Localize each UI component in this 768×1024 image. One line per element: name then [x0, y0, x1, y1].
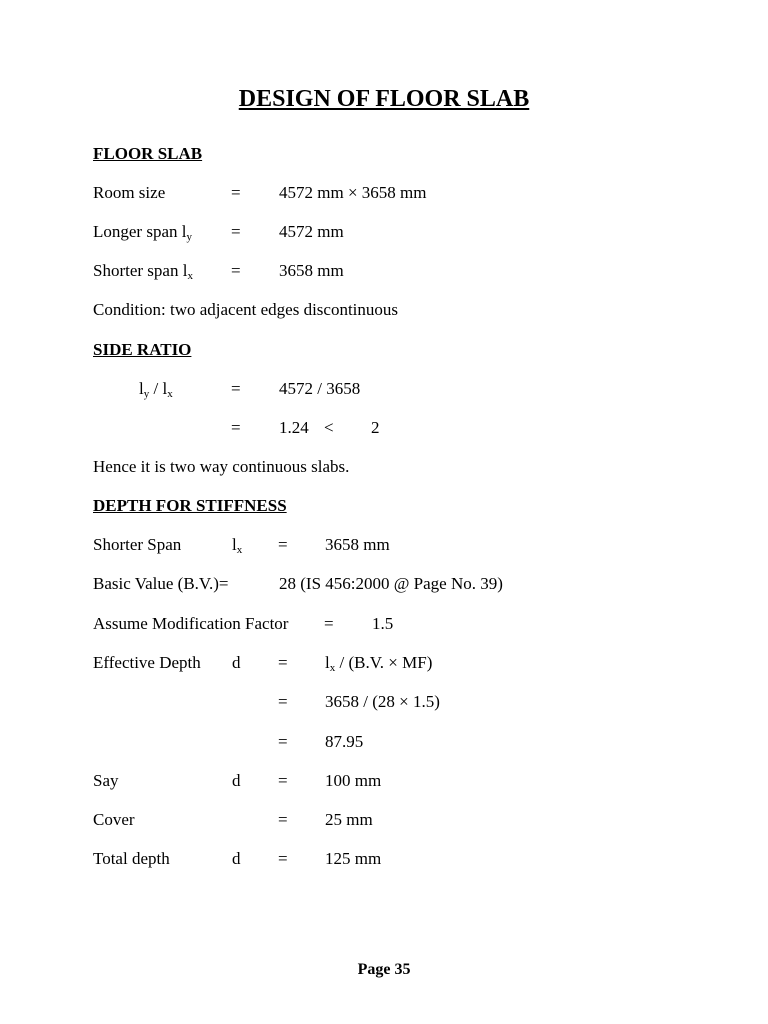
room-size-label: Room size — [93, 183, 166, 202]
cover-equals: = — [278, 810, 288, 829]
room-size-equals: = — [231, 183, 241, 202]
ratio-value: 4572 / 3658 — [279, 379, 361, 398]
shorter-span2-value: 3658 mm — [325, 535, 390, 554]
ratio-result-value: 1.24 — [279, 418, 309, 437]
page-title: DESIGN OF FLOOR SLAB — [238, 86, 530, 112]
shorter-span2-equals: = — [278, 535, 288, 554]
shorter-span2-symbol: $l_x$ — [232, 535, 243, 556]
ratio-less-than: < — [324, 418, 334, 437]
longer-span-equals: = — [231, 222, 241, 241]
modification-equals: = — [324, 614, 334, 633]
shorter-span-value: 3658 mm — [279, 261, 344, 280]
room-size-value: 4572 mm × 3658 mm — [279, 183, 427, 202]
modification-label: Assume Modification Factor — [93, 614, 289, 633]
longer-span-value: 4572 mm — [279, 222, 344, 241]
total-depth-value: 125 mm — [325, 849, 382, 868]
effective-depth-symbol: d — [232, 653, 241, 672]
conclusion-text: Hence it is two way continuous slabs. — [93, 457, 350, 476]
ratio-equals: = — [231, 379, 241, 398]
step2-value: 87.95 — [325, 732, 364, 751]
ratio-limit: 2 — [371, 418, 380, 437]
basic-value-value: 28 (IS 456:2000 @ Page No. 39) — [279, 574, 503, 593]
effective-depth-formula: $l_x / (B.V$. × MF) — [325, 653, 433, 674]
ratio-result-equals: = — [231, 418, 241, 437]
say-label: Say — [93, 771, 119, 790]
modification-value: 1.5 — [372, 614, 394, 633]
effective-depth-equals: = — [278, 653, 288, 672]
basic-value-label: Basic Value (B.V.)= — [93, 574, 229, 593]
section-heading-depth: DEPTH FOR STIFFNESS — [93, 496, 287, 515]
shorter-span-label: Shorter span $l_x$ — [93, 261, 193, 282]
longer-span-label: Longer span $l_y$ — [93, 222, 192, 243]
subscript-x: x — [187, 270, 193, 282]
cover-label: Cover — [93, 810, 135, 829]
total-depth-equals: = — [278, 849, 288, 868]
step1-equals: = — [278, 692, 288, 711]
shorter-span-equals: = — [231, 261, 241, 280]
subscript-y: y — [186, 231, 192, 243]
step2-equals: = — [278, 732, 288, 751]
section-heading-floor-slab: FLOOR SLAB — [93, 144, 203, 163]
effective-depth-label: Effective Depth — [93, 653, 201, 672]
say-symbol: d — [232, 771, 241, 790]
shorter-span2-label: Shorter Span — [93, 535, 182, 554]
total-depth-symbol: d — [232, 849, 241, 868]
ratio-symbol: $l_y / l_x$ — [139, 379, 173, 400]
say-value: 100 mm — [325, 771, 382, 790]
cover-value: 25 mm — [325, 810, 373, 829]
page-number: Page 35 — [357, 961, 411, 978]
condition-text: Condition: two adjacent edges discontinuous — [93, 300, 399, 319]
say-equals: = — [278, 771, 288, 790]
total-depth-label: Total depth — [93, 849, 170, 868]
step1-value: 3658 / (28 × 1.5) — [325, 692, 440, 711]
section-heading-side-ratio: SIDE RATIO — [93, 340, 192, 359]
